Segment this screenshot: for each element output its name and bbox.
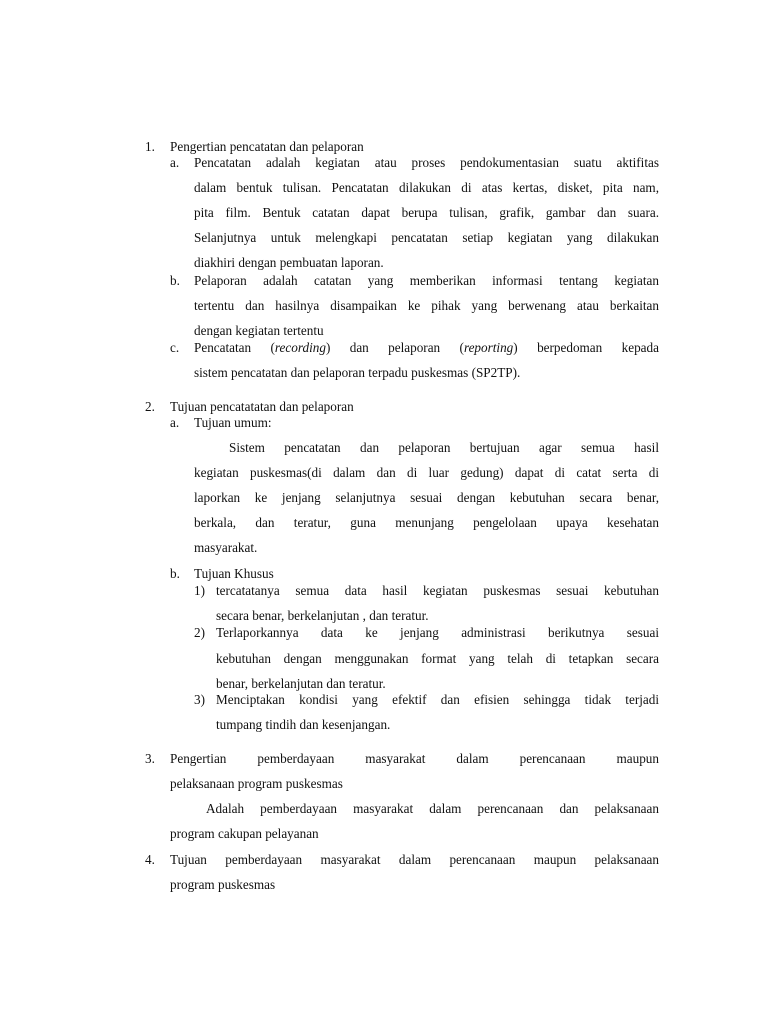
section-3-title-line: pelaksanaan program puskesmas [170,776,343,791]
item-2a-label: a. [170,415,180,430]
item-1a-line: diakhiri dengan pembuatan laporan. [194,255,384,270]
subitem-number: 2) [194,625,205,640]
section-1-number: 1. [145,139,155,154]
subitem-line: benar, berkelanjutan dan teratur. [216,676,386,691]
item-1a-label: a. [170,155,180,170]
section-3-title-line: Pengertian pemberdayaan masyarakat dalam perencanaan maupun [170,751,659,766]
section-2-title: Tujuan pencatatatan dan pelaporan [170,399,354,414]
section-2-number: 2. [145,399,155,414]
item-2a-line: laporkan ke jenjang selanjutnya sesuai dengan kebutuhan secara benar, [194,490,659,505]
item-2a-line: masyarakat. [194,540,258,555]
subitem-number: 3) [194,692,205,707]
section-3-body-line: Adalah pemberdayaan masyarakat dalam perencanaan dan pelaksanaan [206,801,659,816]
item-1c-text: ) berpedoman kepada [513,340,659,355]
item-2b-label: b. [170,566,180,581]
item-1b-line: tertentu dan hasilnya disampaikan ke pihak yang berwenang atau berkaitan [194,298,659,313]
subitem-number: 1) [194,583,205,598]
subitem-line: Terlaporkannya data ke jenjang administrasi berikutnya sesuai [216,625,659,640]
section-1-title: Pengertian pencatatan dan pelaporan [170,139,364,154]
subitem-line: tercatatanya semua data hasil kegiatan puskesmas sesuai kebutuhan [216,583,659,598]
item-1b-line: dengan kegiatan tertentu [194,323,324,338]
item-1c-line [194,340,659,356]
item-1c-term: reporting [463,340,514,355]
item-1a-line: Pencatatan adalah kegiatan atau proses pendokumentasian suatu aktifitas [194,155,659,170]
item-1b-line: Pelaporan adalah catatan yang memberikan informasi tentang kegiatan [194,273,659,288]
section-4-title-line: program puskesmas [170,877,276,892]
item-2b-title: Tujuan Khusus [194,566,274,581]
item-1c-term: recording [274,340,326,355]
subitem-line: secara benar, berkelanjutan , dan teratur. [216,608,429,623]
section-3-body-line: program cakupan pelayanan [170,826,319,841]
item-1a-line: pita film. Bentuk catatan dapat berupa tulisan, grafik, gambar dan suara. [194,205,659,220]
subitem-line: Menciptakan kondisi yang efektif dan efisien sehingga tidak terjadi [216,692,659,707]
section-4-title-line: Tujuan pemberdayaan masyarakat dalam perencanaan maupun pelaksanaan [170,852,659,867]
item-2a-title: Tujuan umum: [194,415,272,430]
item-2a-line: berkala, dan teratur, guna menunjang pengelolaan upaya kesehatan [194,515,659,530]
section-4-number: 4. [145,852,155,867]
subitem-line: kebutuhan dengan menggunakan format yang telah di tetapkan secara [216,651,659,666]
item-1a-line: Selanjutnya untuk melengkapi pencatatan setiap kegiatan yang dilakukan [194,230,659,245]
item-1c-text: ) dan pelaporan ( [325,340,464,355]
item-2a-line: Sistem pencatatan dan pelaporan bertujuan agar semua hasil [229,440,659,455]
item-1c-line: sistem pencatatan dan pelaporan terpadu puskesmas (SP2TP). [194,365,521,380]
item-1b-label: b. [170,273,180,288]
item-2a-line: kegiatan puskesmas(di dalam dan di luar gedung) dapat di catat serta di [194,465,659,480]
item-1a-line: dalam bentuk tulisan. Pencatatan dilakukan di atas kertas, disket, pita nam, [194,180,659,195]
item-1c-text: Pencatatan ( [194,340,275,355]
item-1c-label: c. [170,340,180,355]
subitem-line: tumpang tindih dan kesenjangan. [216,717,391,732]
section-3-number: 3. [145,751,155,766]
